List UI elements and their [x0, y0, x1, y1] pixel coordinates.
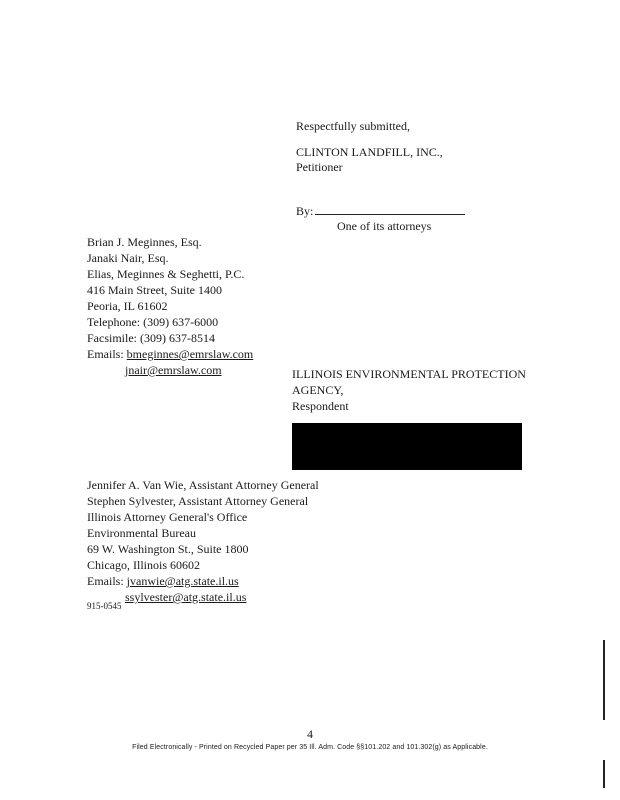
- respondent-name: ILLINOIS ENVIRONMENTAL PROTECTION: [292, 367, 526, 381]
- email-link[interactable]: jvanwie@atg.state.il.us: [126, 574, 239, 588]
- attorney-caption: One of its attorneys: [337, 219, 432, 233]
- counsel-line: 69 W. Washington St., Suite 1800: [87, 542, 249, 556]
- emails-label: Emails:: [87, 574, 124, 588]
- respondent-counsel-block: [87, 477, 319, 605]
- filing-footer: Filed Electronically - Printed on Recycled Paper per 35 Ill. Adm. Code §§101.202 and 101.302(g) as Applicable.: [132, 744, 488, 751]
- reference-number: 915-0545: [87, 601, 122, 611]
- emails-row: [87, 362, 253, 378]
- emails-row: [87, 346, 253, 362]
- counsel-line: Telephone: (309) 637-6000: [87, 315, 219, 329]
- page-number: 4: [307, 727, 313, 741]
- counsel-line: Janaki Nair, Esq.: [87, 251, 169, 265]
- email-link[interactable]: ssylvester@atg.state.il.us: [125, 590, 247, 604]
- counsel-line: Stephen Sylvester, Assistant Attorney General: [87, 494, 309, 508]
- counsel-line: Facsimile: (309) 637-8514: [87, 331, 215, 345]
- counsel-line: Environmental Bureau: [87, 526, 196, 540]
- counsel-line: Brian J. Meginnes, Esq.: [87, 235, 202, 249]
- closing-text: Respectfully submitted,: [296, 119, 410, 133]
- counsel-line: Peoria, IL 61602: [87, 299, 168, 313]
- scan-edge-mark: [603, 760, 605, 788]
- emails-label: Emails:: [87, 347, 124, 361]
- signature-rule: [315, 203, 465, 215]
- respondent-name: AGENCY,: [292, 383, 344, 397]
- petitioner-counsel-block: [87, 234, 253, 378]
- respondent-block: [292, 366, 526, 414]
- counsel-line: Chicago, Illinois 60602: [87, 558, 200, 572]
- email-link[interactable]: jnair@emrslaw.com: [125, 363, 222, 377]
- by-label: By:: [296, 204, 314, 218]
- petitioner-role: Petitioner: [296, 160, 343, 174]
- counsel-line: Elias, Meginnes & Seghetti, P.C.: [87, 267, 245, 281]
- counsel-line: Illinois Attorney General's Office: [87, 510, 248, 524]
- scan-edge-mark: [603, 640, 605, 720]
- signature-line: [296, 203, 465, 219]
- counsel-line: 416 Main Street, Suite 1400: [87, 283, 222, 297]
- petitioner-name: CLINTON LANDFILL, INC.,: [296, 145, 443, 159]
- redacted-signature: [292, 423, 522, 470]
- email-link[interactable]: bmeginnes@emrslaw.com: [126, 347, 254, 361]
- counsel-line: Jennifer A. Van Wie, Assistant Attorney General: [87, 478, 319, 492]
- respondent-role: Respondent: [292, 399, 349, 413]
- emails-row: [87, 573, 319, 589]
